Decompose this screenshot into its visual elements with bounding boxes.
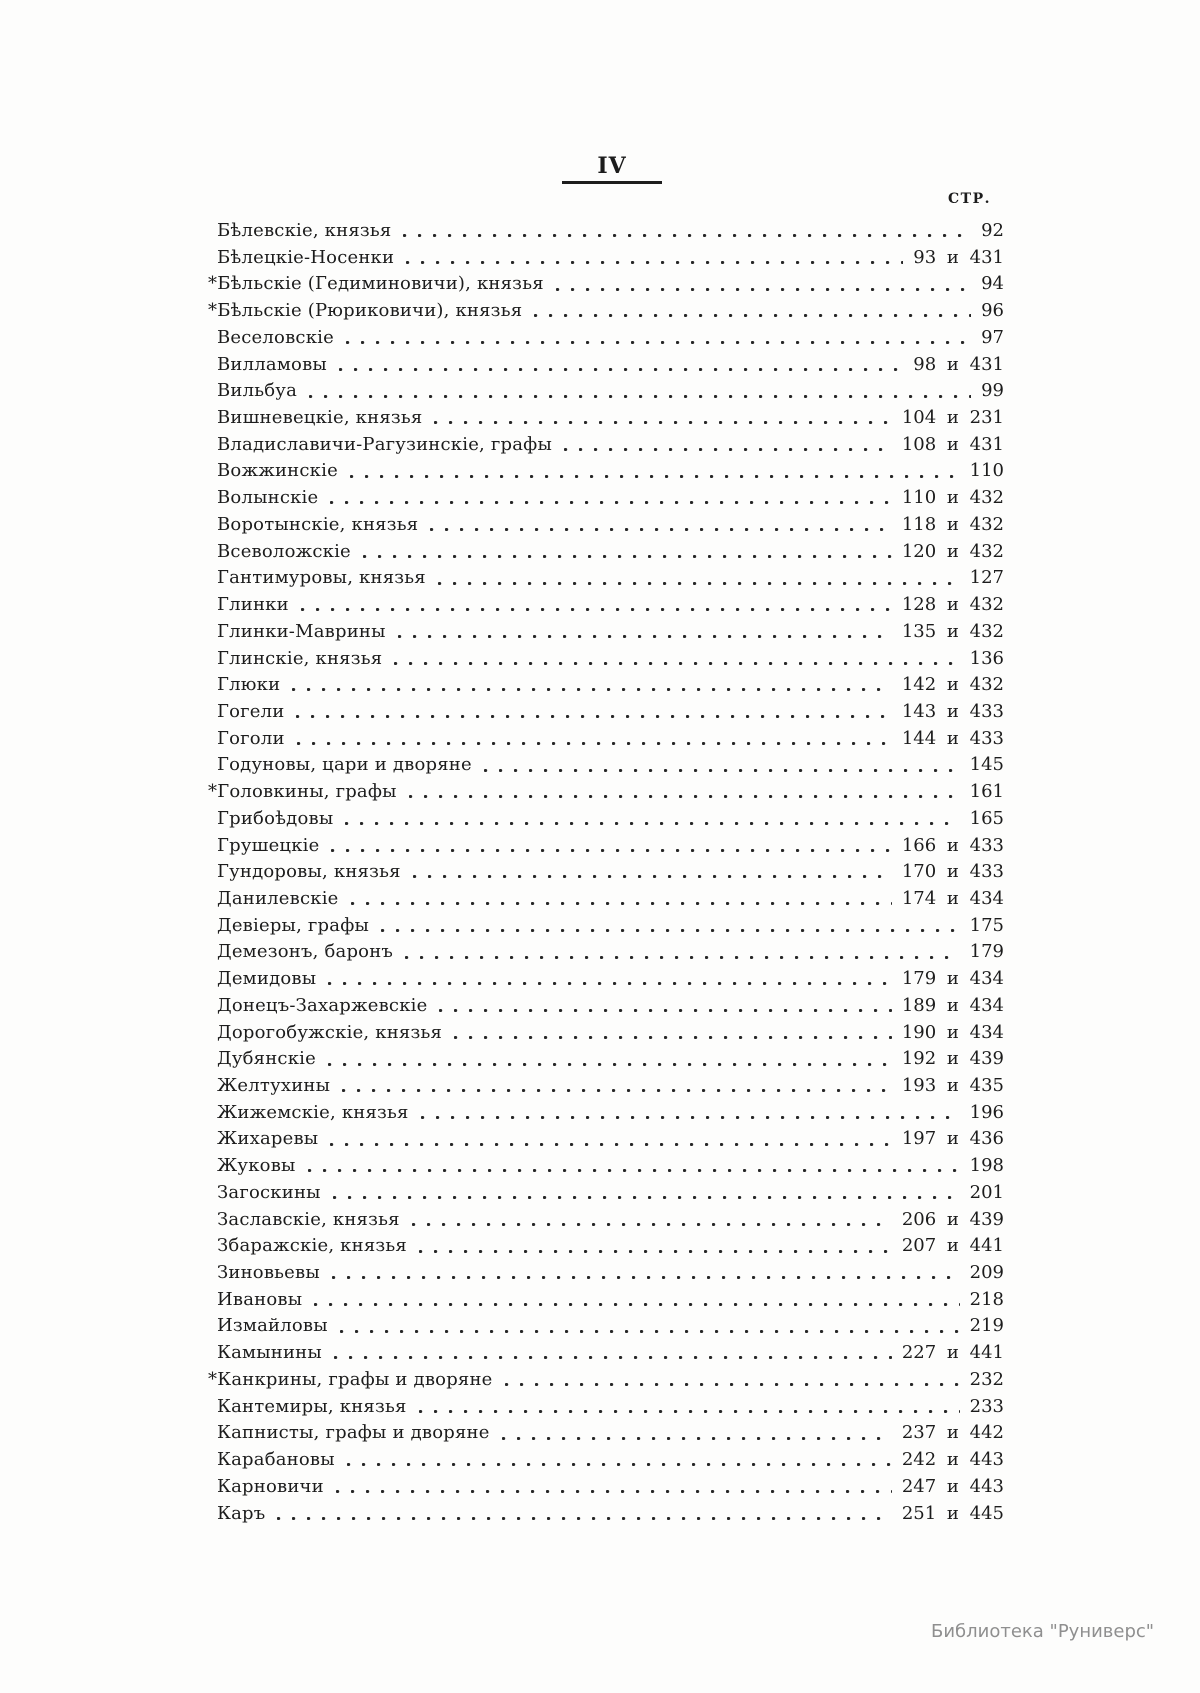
dot-leader (332, 1276, 960, 1279)
index-row (217, 378, 1004, 405)
entry-pages: 242 и 443 (901, 1449, 1004, 1471)
entry-pages: 135 и 432 (901, 620, 1004, 642)
index-row (217, 1073, 1004, 1100)
index-row (217, 218, 1004, 245)
entry-pages: 127 (969, 567, 1004, 589)
entry-name: Глинки-Маврины (217, 620, 386, 642)
index-row (217, 726, 1004, 753)
index-row (217, 672, 1004, 699)
dot-leader (438, 582, 960, 585)
dot-leader (277, 1517, 891, 1520)
watermark-library: Библиотека "Руниверс" (931, 1621, 1155, 1642)
entry-pages: 247 и 443 (901, 1475, 1004, 1497)
index-list (208, 218, 1004, 1527)
entry-name: Грушецкіе (217, 834, 320, 856)
index-row (217, 1207, 1004, 1234)
index-row (217, 1046, 1004, 1073)
entry-name: Загоскины (217, 1181, 321, 1203)
index-row (217, 1287, 1004, 1314)
dot-leader (434, 421, 891, 424)
index-row (217, 1447, 1004, 1474)
entry-name: Вильбуа (217, 380, 298, 402)
index-row (217, 966, 1004, 993)
index-row (217, 405, 1004, 432)
dot-leader (308, 1169, 960, 1172)
dot-leader (309, 395, 971, 398)
entry-pages: 165 (969, 807, 1004, 829)
entry-name: Гогели (217, 700, 285, 722)
entry-pages: 110 и 432 (901, 487, 1004, 509)
entry-pages: 170 и 433 (901, 861, 1004, 883)
entry-name: Глюки (217, 674, 281, 696)
dot-leader (484, 769, 960, 772)
entry-pages: 206 и 439 (901, 1208, 1004, 1230)
entry-name: Глинскіе, князья (217, 647, 383, 669)
entry-name: Гоголи (217, 727, 285, 749)
entry-pages: 179 (969, 941, 1004, 963)
entry-name: Жуковы (217, 1155, 296, 1177)
dot-leader (439, 1009, 891, 1012)
entry-name: Карновичи (217, 1475, 324, 1497)
entry-name: Гундоровы, князья (217, 861, 401, 883)
index-row (217, 752, 1004, 779)
entry-name: Камынины (217, 1342, 322, 1364)
index-row (217, 1100, 1004, 1127)
index-row (217, 352, 1004, 379)
dot-leader (347, 1463, 892, 1466)
entry-pages: 110 (969, 460, 1004, 482)
dot-leader (334, 1356, 892, 1359)
dot-leader (342, 1089, 892, 1092)
entry-pages: 118 и 432 (901, 513, 1004, 535)
entry-name: Ивановы (217, 1288, 303, 1310)
index-row (217, 432, 1004, 459)
index-row (217, 512, 1004, 539)
index-row (217, 325, 1004, 352)
entry-pages: 161 (969, 781, 1004, 803)
entry-pages: 179 и 434 (901, 968, 1004, 990)
entry-pages: 144 и 433 (901, 727, 1004, 749)
index-row (217, 565, 1004, 592)
entry-pages: 207 и 441 (901, 1235, 1004, 1257)
entry-name: Измайловы (217, 1315, 328, 1337)
dot-leader (430, 528, 892, 531)
dot-leader (505, 1383, 960, 1386)
index-row (208, 298, 1004, 325)
index-row (217, 1020, 1004, 1047)
entry-name: Владиславичи-Рагузинскіе, графы (217, 433, 552, 455)
entry-name: Збаражскіе, князья (217, 1235, 407, 1257)
dot-leader (381, 929, 960, 932)
dot-leader (336, 1490, 892, 1493)
dot-leader (333, 1196, 960, 1199)
entry-name: Данилевскіе (217, 887, 339, 909)
dot-leader (297, 742, 892, 745)
column-header-str: СТР. (948, 191, 991, 207)
entry-pages: 209 (969, 1262, 1004, 1284)
page-number-roman: IV (562, 153, 662, 184)
dot-leader (296, 715, 891, 718)
entry-pages: 142 и 432 (901, 674, 1004, 696)
index-row (217, 458, 1004, 485)
dot-leader (339, 368, 903, 371)
entry-pages: 98 и 431 (913, 353, 1004, 375)
index-row (208, 271, 1004, 298)
dot-leader (330, 501, 891, 504)
entry-name: Вожжинскіе (217, 460, 338, 482)
dot-leader (419, 1410, 960, 1413)
entry-pages: 232 (969, 1368, 1004, 1390)
entry-name: Вишневецкіе, князья (217, 407, 423, 429)
index-row (217, 859, 1004, 886)
entry-name: Капнисты, графы и дворяне (217, 1422, 490, 1444)
index-row (217, 592, 1004, 619)
dot-leader (394, 662, 959, 665)
index-row (208, 1367, 1004, 1394)
index-row (217, 1420, 1004, 1447)
entry-pages: 192 и 439 (901, 1048, 1004, 1070)
entry-pages: 198 (969, 1155, 1004, 1177)
index-row (217, 1233, 1004, 1260)
dot-leader (409, 795, 960, 798)
entry-name: Воротынскіе, князья (217, 513, 419, 535)
entry-name: Кантемиры, князья (217, 1395, 407, 1417)
entry-name: Карабановы (217, 1449, 335, 1471)
dot-leader (564, 448, 892, 451)
index-row (217, 699, 1004, 726)
entry-pages: 189 и 434 (901, 994, 1004, 1016)
entry-name: Жихаревы (217, 1128, 319, 1150)
entry-name: Дорогобужскіе, князья (217, 1021, 443, 1043)
entry-pages: 193 и 435 (901, 1075, 1004, 1096)
dot-leader (403, 234, 971, 237)
entry-pages: 251 и 445 (901, 1502, 1004, 1524)
index-row (217, 1474, 1004, 1501)
dot-leader (328, 1063, 892, 1066)
entry-pages: 227 и 441 (901, 1342, 1004, 1364)
entry-name: *Головкины, графы (208, 781, 397, 803)
index-row (217, 1180, 1004, 1207)
index-row (217, 245, 1004, 272)
entry-pages: 97 (981, 326, 1004, 348)
dot-leader (412, 1223, 892, 1226)
entry-name: Волынскіе (217, 487, 319, 509)
dot-leader (350, 475, 960, 478)
entry-pages: 99 (981, 380, 1004, 402)
entry-name: *Канкрины, графы и дворяне (208, 1368, 493, 1390)
entry-pages: 108 и 431 (901, 433, 1004, 455)
dot-leader (345, 822, 959, 825)
index-row (217, 806, 1004, 833)
entry-pages: 175 (969, 914, 1004, 936)
dot-leader (346, 341, 971, 344)
entry-name: Бѣлевскіе, князья (217, 220, 392, 241)
dot-leader (292, 688, 892, 691)
entry-pages: 174 и 434 (901, 887, 1004, 909)
dot-leader (534, 314, 971, 317)
entry-pages: 190 и 434 (901, 1021, 1004, 1043)
index-row (217, 646, 1004, 673)
entry-pages: 145 (969, 754, 1004, 776)
dot-leader (413, 875, 892, 878)
entry-name: Годуновы, цари и дворяне (217, 754, 472, 776)
entry-name: Демезонъ, баронъ (217, 941, 394, 963)
entry-name: Вилламовы (217, 353, 327, 375)
dot-leader (421, 1116, 960, 1119)
dot-leader (331, 849, 891, 852)
entry-name: Бѣлецкіе-Носенки (217, 246, 395, 268)
index-row (217, 1260, 1004, 1287)
dot-leader (556, 288, 971, 291)
index-row (217, 485, 1004, 512)
entry-pages: 104 и 231 (901, 407, 1004, 429)
entry-pages: 197 и 436 (901, 1128, 1004, 1150)
dot-leader (340, 1330, 960, 1333)
dot-leader (454, 1036, 892, 1039)
index-row (217, 1501, 1004, 1528)
entry-pages: 93 и 431 (913, 246, 1004, 268)
entry-pages: 92 (981, 220, 1004, 241)
entry-name: Всеволожскіе (217, 540, 351, 562)
dot-leader (405, 956, 960, 959)
dot-leader (314, 1303, 959, 1306)
entry-name: Глинки (217, 594, 289, 616)
index-row (217, 1126, 1004, 1153)
entry-name: *Бѣльскіе (Рюриковичи), князья (208, 300, 523, 322)
index-row (217, 993, 1004, 1020)
index-row (217, 1313, 1004, 1340)
index-row (217, 913, 1004, 940)
dot-leader (419, 1250, 892, 1253)
index-row (217, 539, 1004, 566)
entry-name: Жижемскіе, князья (217, 1101, 409, 1123)
dot-leader (330, 1143, 892, 1146)
entry-name: Зиновьевы (217, 1262, 320, 1284)
dot-leader (398, 635, 892, 638)
entry-pages: 218 (969, 1288, 1004, 1310)
entry-pages: 128 и 432 (901, 594, 1004, 616)
entry-name: Каръ (217, 1502, 266, 1524)
dot-leader (502, 1437, 892, 1440)
index-row (217, 1153, 1004, 1180)
entry-name: Демидовы (217, 968, 317, 990)
entry-pages: 201 (969, 1181, 1004, 1203)
dot-leader (406, 261, 903, 264)
entry-name: Девіеры, графы (217, 914, 370, 936)
index-row (217, 833, 1004, 860)
index-row (217, 1340, 1004, 1367)
entry-pages: 196 (969, 1101, 1004, 1123)
entry-pages: 237 и 442 (901, 1422, 1004, 1444)
index-row (217, 1394, 1004, 1421)
entry-name: Веселовскіе (217, 326, 334, 348)
entry-pages: 166 и 433 (901, 834, 1004, 856)
entry-pages: 233 (969, 1395, 1004, 1417)
entry-pages: 219 (969, 1315, 1004, 1337)
entry-pages: 136 (969, 647, 1004, 669)
entry-name: Заславскіе, князья (217, 1208, 400, 1230)
entry-pages: 96 (981, 300, 1004, 322)
entry-pages: 120 и 432 (901, 540, 1004, 562)
dot-leader (328, 982, 892, 985)
dot-leader (301, 608, 892, 611)
entry-name: Гантимуровы, князья (217, 567, 426, 589)
entry-name: Дубянскіе (217, 1048, 316, 1070)
entry-name: Грибоѣдовы (217, 807, 334, 829)
index-row (217, 886, 1004, 913)
index-row (217, 619, 1004, 646)
entry-pages: 143 и 433 (901, 700, 1004, 722)
index-row (217, 939, 1004, 966)
index-row (208, 779, 1004, 806)
dot-leader (363, 555, 892, 558)
dot-leader (351, 902, 892, 905)
entry-name: *Бѣльскіе (Гедиминовичи), князья (208, 273, 544, 295)
entry-name: Желтухины (217, 1075, 331, 1096)
entry-pages: 94 (981, 273, 1004, 295)
entry-name: Донецъ-Захаржевскіе (217, 994, 428, 1016)
